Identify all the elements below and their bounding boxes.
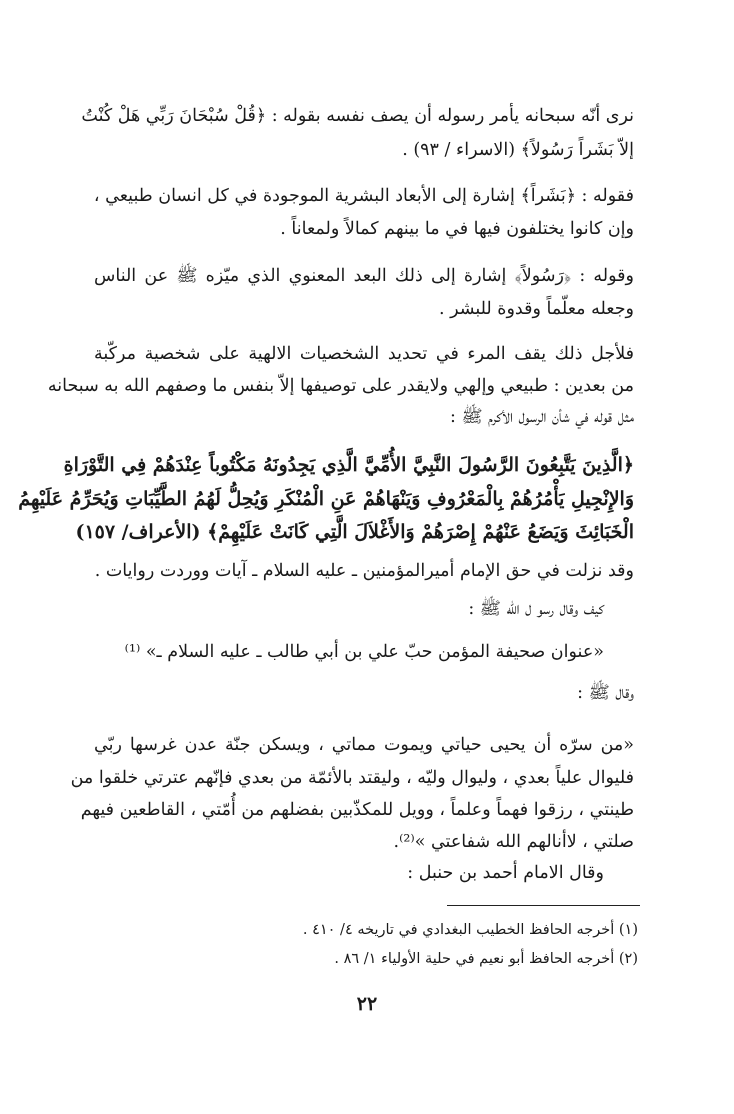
hadith-2-line-3: طينتي ، رزقوا فهماً وعلماً ، وويل للمكذّبين بفضلهم من أُمّتي ، القاطعين فيهم [80, 800, 634, 820]
paragraph-4-line-3: مثل قوله في شأن الرسول الأكرم ﷺ : [449, 407, 634, 427]
paragraph-10: وقال الامام أحمد بن حنبل : [407, 863, 604, 883]
footnote-2: (٢) أخرجه الحافظ أبو نعيم في حلية الأولياء ١/ ٨٦ . [334, 951, 638, 967]
verse-line-3: الْخَبَائِثَ وَيَضَعُ عَنْهُمْ إِصْرَهُمْ وَالأَغْلاَلَ الَّتِي كَانَتْ عَلَيْهِمْ﴾ (الأعراف/ ١٥٧) [75, 521, 634, 543]
paragraph-3-line-1: وقوله : ﴿رَسُولاً﴾ إشارة إلى ذلك البعد المعنوي الذي ميّزه ﷺ عن الناس [94, 266, 634, 286]
hadith-2-line-4: صلتي ، لاأنالهم الله شفاعتي »⁽²⁾. [393, 832, 634, 852]
paragraph-2-line-2: وإن كانوا يختلفون فيها في ما بينهم كمالاً ولمعاناً . [280, 219, 634, 239]
paragraph-8: وقال ﷺ : [577, 683, 634, 703]
hadith-2-line-2: فليوال علياً بعدي ، وليوال وليّه ، وليقتد بالأئمّة من بعدي فإنّهم عترتي خلقوا من [70, 768, 634, 788]
hadith-1: «عنوان صحيفة المؤمن حبّ علي بن أبي طالب ـ عليه السلام ـ» ⁽¹⁾ [124, 642, 604, 662]
footnote-1: (١) أخرجه الحافظ الخطيب البغدادي في تاريخه ٤/ ٤١٠ . [302, 922, 638, 938]
page-number: ٢٢ [356, 993, 378, 1015]
paragraph-4-line-1: فلأجل ذلك يقف المرء في تحديد الشخصيات الالهية على شخصية مركّبة [94, 344, 634, 364]
paragraph-4-line-2: من بعدين : طبيعي وإلهي ولايقدر على توصيفها إلاّ بنفس ما وصفهم الله به سبحانه [47, 376, 634, 396]
footnote-rule [447, 905, 640, 906]
paragraph-1-line-1: نرى أنّه سبحانه يأمر رسوله أن يصف نفسه بقوله : ﴿قُلْ سُبْحَانَ رَبِّي هَلْ كُنْتُ [81, 106, 634, 126]
hadith-2-line-1: «من سرّه أن يحيى حياتي ويموت مماتي ، ويسكن جنّة عدن غرسها ربّي [94, 735, 634, 755]
verse-line-1: ﴿الَّذِينَ يَتَّبِعُونَ الرَّسُولَ النَّبِيَّ الأُمِّيَّ الَّذِي يَجِدُونَهُ مَكْتُوباً عِنْدَهُمْ فِي التَّوْرَاةِ [63, 454, 634, 476]
paragraph-1-line-2: إلاّ بَشَراً رَسُولاً﴾ (الاسراء / ٩٣) . [402, 140, 634, 160]
verse-note-line: وقد نزلت في حق الإمام أميرالمؤمنين ـ عليه السلام ـ آيات ووردت روايات . [94, 561, 634, 581]
paragraph-2-line-1: فقوله : ﴿بَشَراً﴾ إشارة إلى الأبعاد البشرية الموجودة في كل انسان طبيعي ، [93, 186, 634, 206]
verse-line-2: وَالإِنْجِيلِ يَأْمُرُهُمْ بِالْمَعْرُوفِ وَيَنْهَاهُمْ عَنِ الْمُنْكَرِ وَيُحِلُّ لَهُمُ الطَّيِّبَاتِ وَيُحَرِّمُ عَلَيْهِمُ [18, 488, 634, 510]
paragraph-3-line-2: وجعله معلّماً وقدوة للبشر . [438, 299, 634, 319]
paragraph-6: كيف وقال رسو ل الله ﷺ : [468, 599, 604, 619]
